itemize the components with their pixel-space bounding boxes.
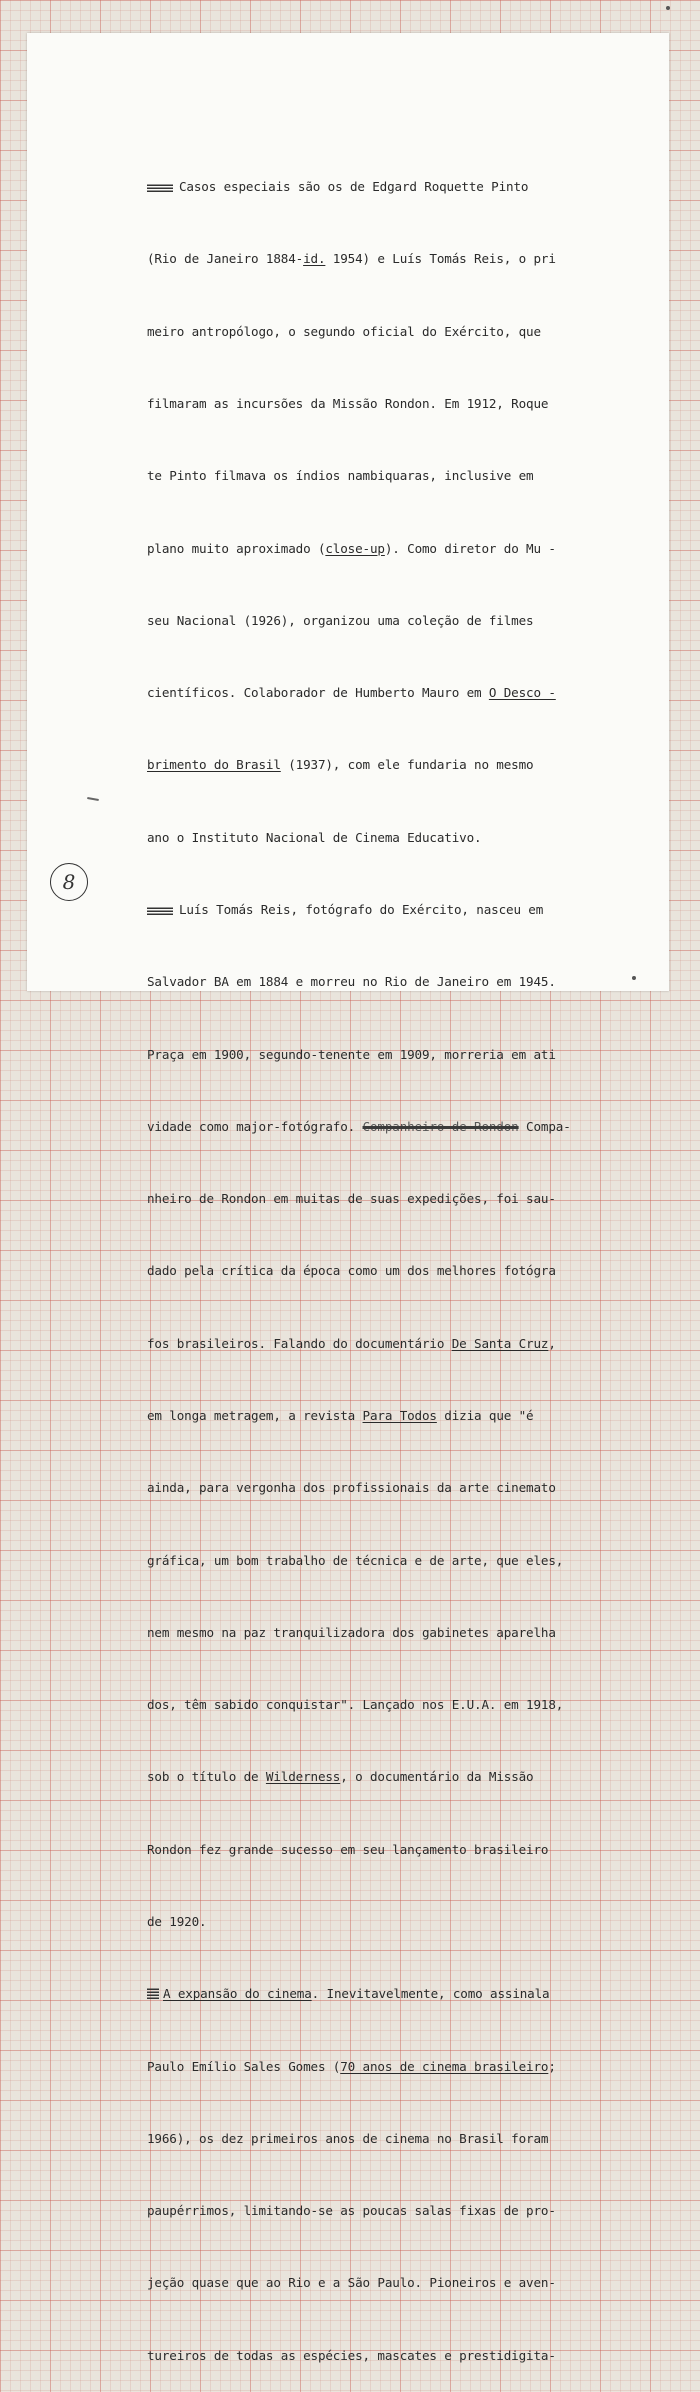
book-title: 70 anos de cinema brasileiro (340, 2058, 549, 2074)
text-line: A expansão do cinema. Inevitavelmente, como assinala (147, 1982, 637, 2006)
text-line: dado pela crítica da época como um dos melhores fotógra (147, 1263, 556, 1279)
text-line: de 1920. (147, 1913, 207, 1929)
text-line: científicos. Colaborador de Humberto Mauro em O Desco - (147, 685, 556, 701)
text-line: em longa metragem, a revista Para Todos dizia que "é (147, 1407, 534, 1423)
film-title: Wilderness (265, 1769, 341, 1785)
section-heading: A expansão do cinema (163, 1986, 312, 2002)
text-line: ainda, para vergonha dos profissionais da arte cinemato (147, 1480, 556, 1496)
text-line: Casos especiais são os de Edgard Roquette Pinto (147, 175, 637, 199)
text-line: nheiro de Rondon em muitas de suas expedições, foi sau- (147, 1191, 556, 1207)
text-line: gráfica, um bom trabalho de técnica e de arte, que eles, (147, 1552, 564, 1568)
text-line: fos brasileiros. Falando do documentário De Santa Cruz, (147, 1335, 556, 1351)
text-line: meiro antropólogo, o segundo oficial do Exército, que (147, 323, 541, 339)
film-title: De Santa Cruz (451, 1335, 549, 1351)
crossed-out-mark (147, 1988, 159, 1999)
text-line: Paulo Emílio Sales Gomes (70 anos de cinema brasileiro; (147, 2058, 556, 2074)
text-line: dos, têm sabido conquistar". Lançado nos E.U.A. em 1918, (147, 1697, 564, 1713)
text-line: te Pinto filmava os índios nambiquaras, inclusive em (147, 468, 534, 484)
text-line: ano o Instituto Nacional de Cinema Educativo. (147, 829, 482, 845)
text-line: brimento do Brasil (1937), com ele fundaria no mesmo (147, 757, 534, 773)
text-line: filmaram as incursões da Missão Rondon. Em 1912, Roque (147, 396, 549, 412)
struck-out-text: Companheiro de Rondon (362, 1118, 519, 1134)
text-line: Salvador BA em 1884 e morreu no Rio de Janeiro em 1945. (147, 974, 556, 990)
document-body (147, 127, 637, 2392)
underlined-text: id. (303, 251, 326, 267)
text-line: Rondon fez grande sucesso em seu lançamento brasileiro (147, 1841, 549, 1857)
text-line: paupérrimos, limitando-se as poucas salas fixas de pro- (147, 2203, 556, 2219)
text-line: vidade como major-fotógrafo. Companheiro de Rondon Compa- (147, 1118, 571, 1134)
text-line: Luís Tomás Reis, fotógrafo do Exército, nasceu em (147, 898, 637, 922)
page-number: 8 (50, 863, 88, 901)
magazine-title: Para Todos (362, 1407, 437, 1423)
text-line: plano muito aproximado (close-up). Como diretor do Mu - (147, 540, 556, 556)
crossed-out-mark (147, 183, 173, 192)
text-line: nem mesmo na paz tranquilizadora dos gabinetes aparelha (147, 1624, 556, 1640)
film-title: brimento do Brasil (147, 757, 281, 773)
text-line: sob o título de Wilderness, o documentário da Missão (147, 1769, 534, 1785)
ink-dot (666, 6, 670, 10)
film-title: O Desco - (488, 685, 556, 701)
text-line: jeção quase que ao Rio e a São Paulo. Pioneiros e aven- (147, 2275, 556, 2291)
text-line: Praça em 1900, segundo-tenente em 1909, morreria em ati (147, 1046, 556, 1062)
text-line: tureiros de todas as espécies, mascates e prestidigita- (147, 2347, 556, 2363)
crossed-out-mark (147, 906, 173, 915)
text-line: (Rio de Janeiro 1884-id. 1954) e Luís Tomás Reis, o pri (147, 251, 556, 267)
text-line: seu Nacional (1926), organizou uma coleção de filmes (147, 612, 534, 628)
text-line: 1966), os dez primeiros anos de cinema no Brasil foram (147, 2130, 549, 2146)
underlined-text: close-up (325, 540, 385, 556)
ink-dot (632, 976, 636, 980)
